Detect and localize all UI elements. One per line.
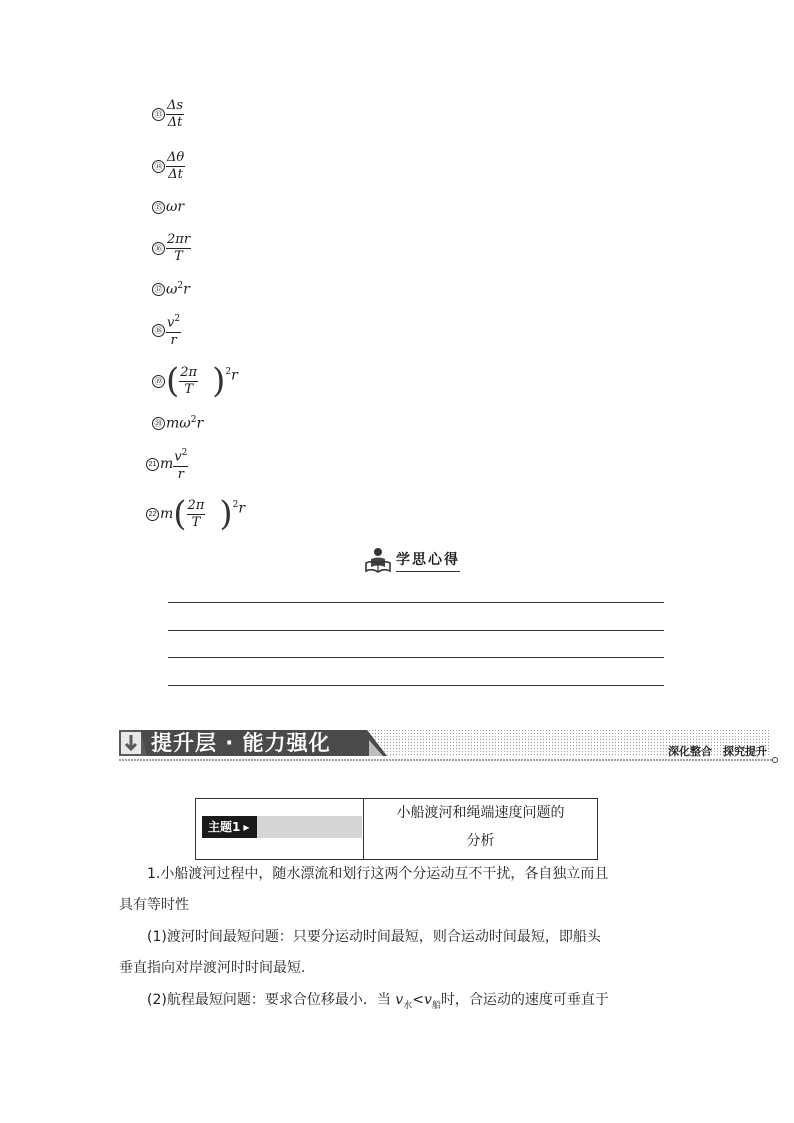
formula-17 (152, 272, 190, 306)
numerator: Δs (167, 97, 184, 113)
denominator: Δt (167, 114, 183, 130)
topic-label-cell (196, 799, 364, 859)
reading-person-icon (364, 547, 392, 573)
topic-title-line: 小船渡河和绳端速度问题的 (396, 805, 565, 821)
tail: $^2$r (225, 366, 238, 384)
formula-20 (152, 406, 203, 440)
paragraph-3-line-1: (2)航程最短问题：要求合位移最小．当 $v_水<v_船$时，合运动的速度可垂直于 (147, 992, 609, 1011)
item-number: 21 (146, 458, 159, 471)
fraction (187, 499, 206, 530)
left-paren: ( (166, 361, 180, 401)
paragraph-2-line-1: (1)渡河时间最短问题：只要分运动时间最短，则合运动时间最短，即船头 (147, 929, 601, 945)
item-number: ⑬ (152, 108, 165, 121)
formula-22 (146, 494, 246, 534)
fraction (179, 366, 198, 397)
reflection-title: 学思心得 (396, 549, 460, 572)
item-number: ⑮ (152, 201, 165, 214)
expression: $\omega^2r$ (166, 280, 190, 298)
item-number: ⑰ (152, 283, 165, 296)
formula-18 (152, 313, 181, 347)
denominator: T (191, 514, 201, 530)
paragraph-2-line-2: 垂直指向对岸渡河时时间最短. (119, 960, 306, 976)
numerator: 2π (180, 364, 198, 380)
paragraph-1-line-2: 具有等时性 (119, 897, 189, 913)
fraction (166, 151, 185, 182)
right-paren: ) (212, 361, 226, 401)
formula-21 (146, 447, 188, 481)
topic-title (364, 799, 597, 859)
tail: $^2$r (232, 499, 246, 517)
topic-label: 主题1 ▸ (202, 816, 257, 838)
section-banner (119, 726, 779, 766)
numerator: 2π (187, 497, 205, 513)
numerator: $v^2$ (174, 448, 188, 465)
formula-19 (152, 361, 238, 401)
item-number: 22 (146, 508, 159, 521)
denominator: r (170, 332, 177, 348)
lead: m (160, 506, 174, 522)
item-number: ⑱ (152, 324, 165, 337)
banner-title: 提升层 · 能力强化 (151, 731, 331, 755)
item-number: ⑭ (152, 160, 165, 173)
numerator: $v^2$ (167, 314, 181, 331)
expression: $m\omega^2r$ (166, 414, 204, 432)
denominator: Δt (168, 166, 183, 182)
lead: m (160, 456, 174, 472)
fraction (173, 446, 188, 481)
item-number: ⑳ (152, 417, 165, 430)
topic-box (195, 798, 598, 860)
numerator: Δθ (167, 149, 185, 165)
note-line (168, 602, 664, 603)
fraction (166, 233, 191, 264)
topic-title-line: 分析 (466, 833, 495, 849)
formula-14 (152, 149, 185, 183)
note-line (168, 630, 664, 631)
numerator: 2πr (167, 231, 191, 247)
formula-13 (152, 97, 184, 131)
fraction (166, 99, 184, 130)
denominator: r (177, 466, 184, 482)
formula-16 (152, 231, 191, 265)
fraction (166, 312, 181, 347)
item-number: ⑲ (152, 375, 165, 388)
note-line (168, 657, 664, 658)
left-paren: ( (173, 494, 187, 534)
denominator: T (174, 248, 183, 264)
note-line (168, 685, 664, 686)
denominator: T (184, 381, 194, 397)
reflection-heading (364, 546, 460, 574)
formula-15 (152, 190, 184, 224)
item-number: ⑯ (152, 242, 165, 255)
banner-subtitle: 深化整合 探究提升 (668, 745, 767, 758)
right-paren: ) (219, 494, 233, 534)
expression: ωr (166, 199, 185, 215)
paragraph-1-line-1: 1.小船渡河过程中，随水漂流和划行这两个分运动互不干扰，各自独立而且 (147, 866, 609, 882)
